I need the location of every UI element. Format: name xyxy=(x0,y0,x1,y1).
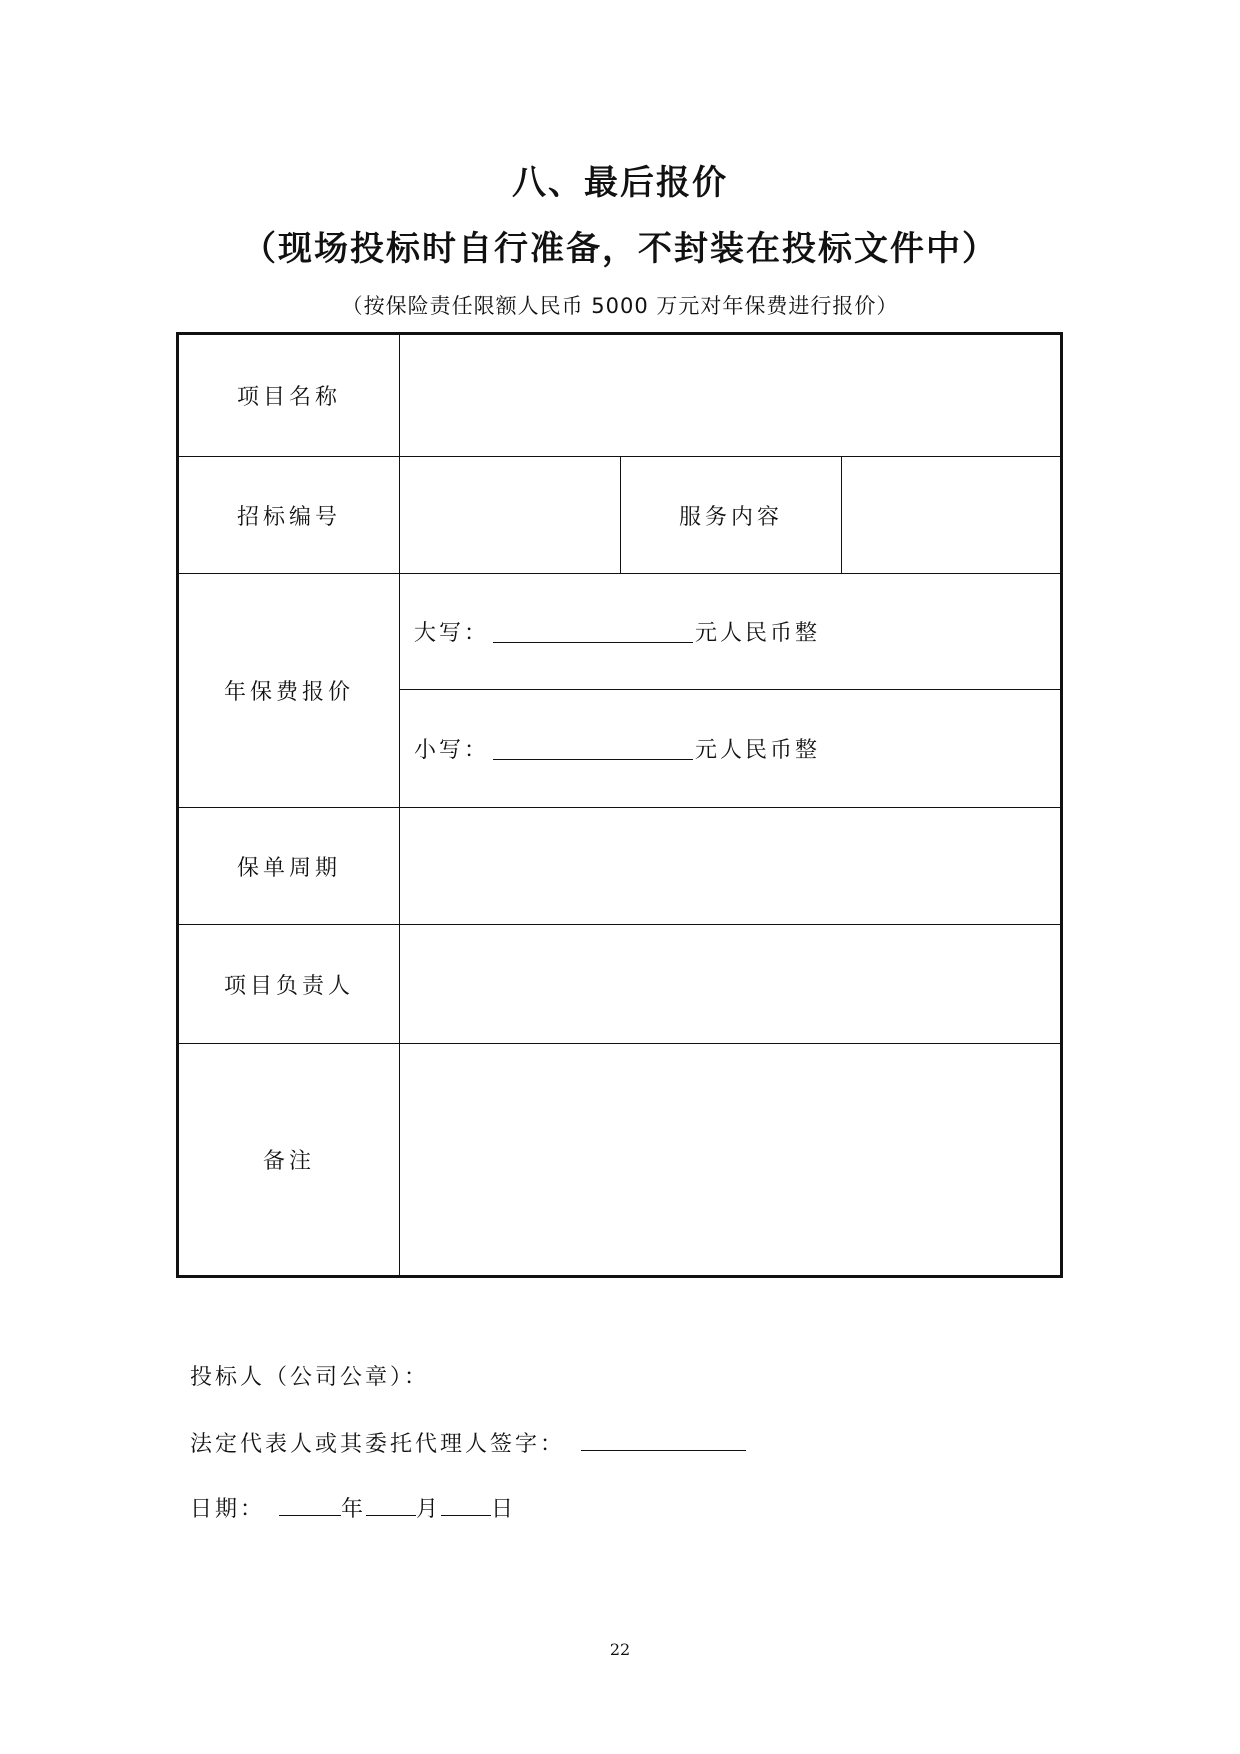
row-policy-period xyxy=(179,807,1060,924)
section-title: 八、最后报价 xyxy=(512,163,728,203)
pricing-note: （按保险责任限额人民币 5000 万元对年保费进行报价） xyxy=(341,294,899,318)
page-number: 22 xyxy=(609,1640,631,1659)
bid-number-field[interactable] xyxy=(400,457,621,573)
date-month-blank[interactable] xyxy=(366,1493,416,1516)
project-name-field[interactable] xyxy=(400,335,1060,456)
row-bid-number xyxy=(179,456,1060,573)
month-label: 月 xyxy=(416,1497,442,1522)
bidder-label: 投标人（公司公章）： xyxy=(190,1365,430,1390)
bid-number-label: 招标编号 xyxy=(179,457,400,573)
date-line xyxy=(190,1493,516,1525)
representative-label: 法定代表人或其委托代理人签字： xyxy=(190,1432,566,1457)
row-project-lead xyxy=(179,924,1060,1043)
date-label: 日期： xyxy=(190,1497,266,1522)
representative-line xyxy=(190,1428,746,1460)
remarks-field[interactable] xyxy=(400,1044,1060,1275)
quotation-table xyxy=(176,332,1063,1278)
lowercase-amount-blank[interactable] xyxy=(493,737,693,760)
bidder-line xyxy=(190,1363,429,1393)
annual-premium-label: 年保费报价 xyxy=(179,574,400,807)
lowercase-amount-line xyxy=(400,690,1060,806)
row-remarks xyxy=(179,1043,1060,1275)
policy-period-label: 保单周期 xyxy=(179,808,400,924)
service-content-field[interactable] xyxy=(842,457,1060,573)
uppercase-label: 大写： xyxy=(414,621,490,646)
section-subtitle: （现场投标时自行准备，不封装在投标文件中） xyxy=(242,229,998,269)
policy-period-field[interactable] xyxy=(400,808,1060,924)
currency-suffix: 元人民币整 xyxy=(695,737,821,763)
day-label: 日 xyxy=(491,1497,517,1522)
year-label: 年 xyxy=(341,1497,367,1522)
remarks-label: 备注 xyxy=(179,1044,400,1275)
project-name-label: 项目名称 xyxy=(179,335,400,456)
uppercase-amount-line xyxy=(400,574,1060,690)
date-year-blank[interactable] xyxy=(279,1493,341,1516)
uppercase-amount-blank[interactable] xyxy=(493,620,693,643)
service-content-label: 服务内容 xyxy=(621,457,842,573)
representative-signature-blank[interactable] xyxy=(581,1428,746,1451)
currency-suffix: 元人民币整 xyxy=(695,621,821,646)
project-lead-field[interactable] xyxy=(400,925,1060,1043)
row-annual-premium xyxy=(179,573,1060,807)
project-lead-label: 项目负责人 xyxy=(179,925,400,1043)
row-project-name xyxy=(179,335,1060,456)
date-day-blank[interactable] xyxy=(441,1493,491,1516)
lowercase-label: 小写： xyxy=(414,737,490,763)
